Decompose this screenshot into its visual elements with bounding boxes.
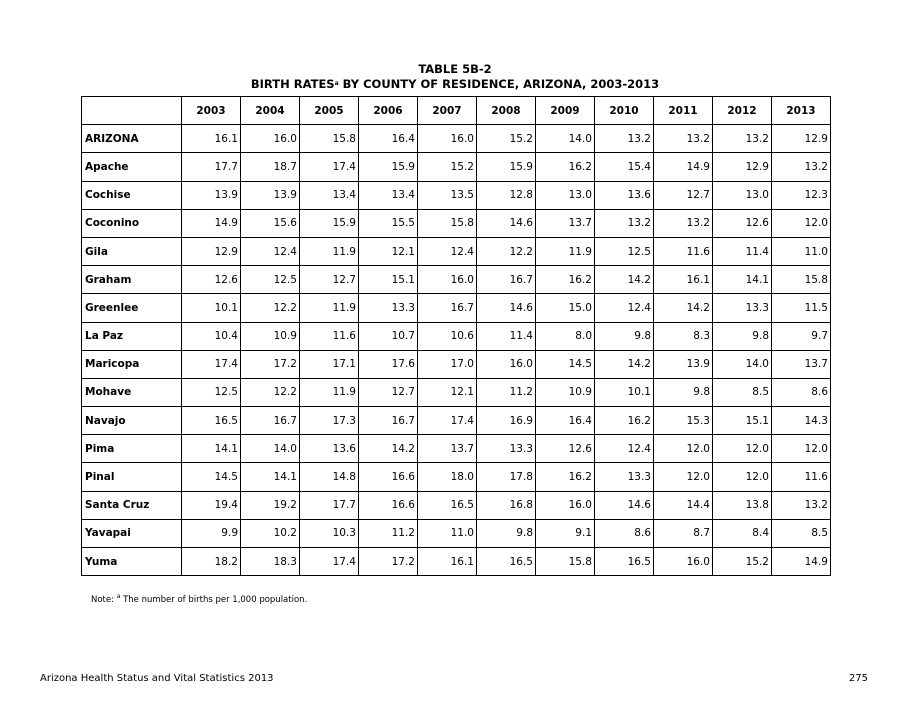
rate-cell: 16.4 — [536, 407, 595, 435]
rate-cell: 14.2 — [595, 350, 654, 378]
rate-cell: 13.0 — [536, 181, 595, 209]
rate-cell: 11.4 — [713, 237, 772, 265]
county-name-cell: Pima — [82, 435, 182, 463]
rate-cell: 13.8 — [713, 491, 772, 519]
rate-cell: 11.2 — [359, 519, 418, 547]
rate-cell: 16.5 — [595, 548, 654, 576]
table-row — [82, 125, 831, 153]
rate-cell: 10.4 — [182, 322, 241, 350]
county-name-cell: Coconino — [82, 209, 182, 237]
rate-cell: 13.2 — [654, 125, 713, 153]
rate-cell: 16.6 — [359, 491, 418, 519]
rate-cell: 17.4 — [300, 548, 359, 576]
rate-cell: 11.6 — [300, 322, 359, 350]
rate-cell: 15.9 — [359, 153, 418, 181]
rate-cell: 14.2 — [595, 266, 654, 294]
year-header-2008: 2008 — [477, 97, 536, 125]
rate-cell: 18.3 — [241, 548, 300, 576]
rate-cell: 16.8 — [477, 491, 536, 519]
rate-cell: 12.5 — [241, 266, 300, 294]
footer-publication-title: Arizona Health Status and Vital Statistics 2013 — [40, 673, 274, 684]
rate-cell: 14.0 — [536, 125, 595, 153]
rate-cell: 15.9 — [477, 153, 536, 181]
rate-cell: 11.6 — [772, 463, 831, 491]
county-name-cell: Greenlee — [82, 294, 182, 322]
rate-cell: 16.5 — [182, 407, 241, 435]
rate-cell: 13.2 — [654, 209, 713, 237]
county-name-cell: Mohave — [82, 378, 182, 406]
rate-cell: 11.6 — [654, 237, 713, 265]
rate-cell: 12.0 — [654, 463, 713, 491]
rate-cell: 8.6 — [595, 519, 654, 547]
rate-cell: 12.1 — [359, 237, 418, 265]
county-name-cell: Gila — [82, 237, 182, 265]
rate-cell: 13.7 — [772, 350, 831, 378]
rate-cell: 10.2 — [241, 519, 300, 547]
rate-cell: 15.6 — [241, 209, 300, 237]
rate-cell: 8.5 — [772, 519, 831, 547]
county-name-cell: Navajo — [82, 407, 182, 435]
rate-cell: 15.2 — [477, 125, 536, 153]
rate-cell: 12.2 — [241, 294, 300, 322]
rate-cell: 12.6 — [536, 435, 595, 463]
year-header-2013: 2013 — [772, 97, 831, 125]
rate-cell: 11.9 — [536, 237, 595, 265]
caption-prefix: BIRTH RATES — [250, 77, 335, 91]
rate-cell: 13.0 — [713, 181, 772, 209]
rate-cell: 13.6 — [595, 181, 654, 209]
rate-cell: 17.7 — [182, 153, 241, 181]
rate-cell: 19.2 — [241, 491, 300, 519]
rate-cell: 14.0 — [241, 435, 300, 463]
rate-cell: 10.9 — [241, 322, 300, 350]
rate-cell: 13.2 — [772, 153, 831, 181]
table-row — [82, 209, 831, 237]
rate-cell: 12.8 — [477, 181, 536, 209]
rate-cell: 14.1 — [182, 435, 241, 463]
rate-cell: 16.5 — [418, 491, 477, 519]
year-header-2009: 2009 — [536, 97, 595, 125]
rate-cell: 17.2 — [241, 350, 300, 378]
rate-cell: 12.6 — [182, 266, 241, 294]
rate-cell: 15.8 — [300, 125, 359, 153]
table-row — [82, 266, 831, 294]
year-header-2011: 2011 — [654, 97, 713, 125]
rate-cell: 12.2 — [477, 237, 536, 265]
rate-cell: 16.0 — [477, 350, 536, 378]
footer-page-number: 275 — [848, 673, 868, 684]
rate-cell: 8.5 — [713, 378, 772, 406]
table-row — [82, 407, 831, 435]
rate-cell: 8.0 — [536, 322, 595, 350]
rate-cell: 13.2 — [595, 209, 654, 237]
rate-cell: 9.8 — [595, 322, 654, 350]
county-name-cell: Maricopa — [82, 350, 182, 378]
rate-cell: 16.0 — [536, 491, 595, 519]
rate-cell: 16.2 — [536, 266, 595, 294]
rate-cell: 14.1 — [241, 463, 300, 491]
rate-cell: 12.3 — [772, 181, 831, 209]
rate-cell: 12.5 — [595, 237, 654, 265]
table-row — [82, 350, 831, 378]
table-row — [82, 237, 831, 265]
rate-cell: 12.0 — [772, 209, 831, 237]
rate-cell: 10.1 — [182, 294, 241, 322]
rate-cell: 9.8 — [477, 519, 536, 547]
rate-cell: 12.0 — [713, 435, 772, 463]
table-row — [82, 294, 831, 322]
rate-cell: 15.2 — [418, 153, 477, 181]
table-title — [0, 62, 910, 92]
rate-cell: 13.3 — [477, 435, 536, 463]
rate-cell: 14.8 — [300, 463, 359, 491]
rate-cell: 12.4 — [595, 435, 654, 463]
rate-cell: 18.7 — [241, 153, 300, 181]
rate-cell: 14.2 — [654, 294, 713, 322]
rate-cell: 9.7 — [772, 322, 831, 350]
rate-cell: 16.2 — [595, 407, 654, 435]
rate-cell: 15.1 — [359, 266, 418, 294]
rate-cell: 17.0 — [418, 350, 477, 378]
year-header-2004: 2004 — [241, 97, 300, 125]
rate-cell: 12.1 — [418, 378, 477, 406]
table-row — [82, 322, 831, 350]
year-header-2010: 2010 — [595, 97, 654, 125]
rate-cell: 16.7 — [241, 407, 300, 435]
rate-cell: 16.0 — [418, 266, 477, 294]
rate-cell: 13.5 — [418, 181, 477, 209]
rate-cell: 13.2 — [595, 125, 654, 153]
table-row — [82, 378, 831, 406]
year-header-2005: 2005 — [300, 97, 359, 125]
county-name-cell: Graham — [82, 266, 182, 294]
rate-cell: 11.9 — [300, 237, 359, 265]
rate-cell: 8.7 — [654, 519, 713, 547]
county-name-cell: ARIZONA — [82, 125, 182, 153]
rate-cell: 16.1 — [418, 548, 477, 576]
rate-cell: 9.1 — [536, 519, 595, 547]
rate-cell: 16.1 — [654, 266, 713, 294]
rate-cell: 12.4 — [241, 237, 300, 265]
rate-cell: 19.4 — [182, 491, 241, 519]
rate-cell: 13.9 — [182, 181, 241, 209]
rate-cell: 16.7 — [418, 294, 477, 322]
rate-cell: 10.7 — [359, 322, 418, 350]
rate-cell: 10.6 — [418, 322, 477, 350]
rate-cell: 9.8 — [713, 322, 772, 350]
rate-cell: 15.1 — [713, 407, 772, 435]
rate-cell: 12.2 — [241, 378, 300, 406]
year-header-2007: 2007 — [418, 97, 477, 125]
rate-cell: 16.4 — [359, 125, 418, 153]
county-name-cell: Pinal — [82, 463, 182, 491]
table-body — [82, 125, 831, 576]
rate-cell: 8.6 — [772, 378, 831, 406]
rate-cell: 16.0 — [654, 548, 713, 576]
year-header-2012: 2012 — [713, 97, 772, 125]
footnote — [91, 593, 307, 605]
rate-cell: 13.7 — [536, 209, 595, 237]
rate-cell: 11.4 — [477, 322, 536, 350]
rate-cell: 14.9 — [182, 209, 241, 237]
rate-cell: 16.6 — [359, 463, 418, 491]
table-row — [82, 153, 831, 181]
rate-cell: 9.9 — [182, 519, 241, 547]
rate-cell: 8.4 — [713, 519, 772, 547]
rate-cell: 12.4 — [595, 294, 654, 322]
rate-cell: 16.7 — [477, 266, 536, 294]
rate-cell: 14.5 — [182, 463, 241, 491]
rate-cell: 15.8 — [772, 266, 831, 294]
rate-cell: 13.4 — [359, 181, 418, 209]
rate-cell: 14.9 — [772, 548, 831, 576]
rate-cell: 17.7 — [300, 491, 359, 519]
rate-cell: 17.6 — [359, 350, 418, 378]
footnote-marker: a — [116, 593, 121, 600]
county-name-cell: Cochise — [82, 181, 182, 209]
rate-cell: 15.3 — [654, 407, 713, 435]
rate-cell: 13.9 — [241, 181, 300, 209]
rate-cell: 18.2 — [182, 548, 241, 576]
rate-cell: 12.7 — [359, 378, 418, 406]
rate-cell: 16.0 — [241, 125, 300, 153]
rate-cell: 15.8 — [418, 209, 477, 237]
rate-cell: 17.4 — [418, 407, 477, 435]
caption-suffix: BY COUNTY OF RESIDENCE, ARIZONA, 2003-2013 — [338, 77, 660, 91]
rate-cell: 17.4 — [182, 350, 241, 378]
rate-cell: 11.0 — [772, 237, 831, 265]
rate-cell: 16.1 — [182, 125, 241, 153]
rate-cell: 12.5 — [182, 378, 241, 406]
rate-cell: 14.1 — [713, 266, 772, 294]
table-row — [82, 491, 831, 519]
rate-cell: 14.6 — [477, 294, 536, 322]
year-header-2006: 2006 — [359, 97, 418, 125]
rate-cell: 14.2 — [359, 435, 418, 463]
rate-cell: 16.2 — [536, 153, 595, 181]
table-row — [82, 435, 831, 463]
rate-cell: 13.9 — [654, 350, 713, 378]
footnote-text: The number of births per 1,000 population. — [120, 594, 308, 605]
rate-cell: 8.3 — [654, 322, 713, 350]
rate-cell: 13.4 — [300, 181, 359, 209]
rate-cell: 9.8 — [654, 378, 713, 406]
rate-cell: 12.6 — [713, 209, 772, 237]
rate-cell: 16.9 — [477, 407, 536, 435]
rate-cell: 13.3 — [359, 294, 418, 322]
table-caption — [0, 77, 910, 92]
rate-cell: 17.1 — [300, 350, 359, 378]
rate-cell: 12.9 — [182, 237, 241, 265]
year-header-2003: 2003 — [182, 97, 241, 125]
rate-cell: 17.3 — [300, 407, 359, 435]
county-name-cell: La Paz — [82, 322, 182, 350]
rate-cell: 17.2 — [359, 548, 418, 576]
rate-cell: 14.0 — [713, 350, 772, 378]
rate-cell: 11.9 — [300, 378, 359, 406]
rate-cell: 17.4 — [300, 153, 359, 181]
rate-cell: 18.0 — [418, 463, 477, 491]
rate-cell: 12.0 — [713, 463, 772, 491]
rate-cell: 15.5 — [359, 209, 418, 237]
county-name-cell: Yavapai — [82, 519, 182, 547]
table-row — [82, 548, 831, 576]
rate-cell: 15.9 — [300, 209, 359, 237]
rate-cell: 12.0 — [772, 435, 831, 463]
rate-cell: 16.5 — [477, 548, 536, 576]
table-header-row — [82, 97, 831, 125]
rate-cell: 12.7 — [654, 181, 713, 209]
rate-cell: 14.5 — [536, 350, 595, 378]
rate-cell: 13.3 — [713, 294, 772, 322]
rate-cell: 10.9 — [536, 378, 595, 406]
rate-cell: 13.2 — [713, 125, 772, 153]
rate-cell: 16.0 — [418, 125, 477, 153]
rate-cell: 10.1 — [595, 378, 654, 406]
rate-cell: 13.7 — [418, 435, 477, 463]
rate-cell: 15.4 — [595, 153, 654, 181]
rate-cell: 11.5 — [772, 294, 831, 322]
rate-cell: 12.4 — [418, 237, 477, 265]
rate-cell: 13.3 — [595, 463, 654, 491]
rate-cell: 13.6 — [300, 435, 359, 463]
county-name-cell: Santa Cruz — [82, 491, 182, 519]
footnote-prefix: Note: — [91, 594, 117, 605]
rate-cell: 11.0 — [418, 519, 477, 547]
rate-cell: 14.4 — [654, 491, 713, 519]
county-name-cell: Apache — [82, 153, 182, 181]
rate-cell: 15.0 — [536, 294, 595, 322]
corner-header-cell — [82, 97, 182, 125]
table-row — [82, 463, 831, 491]
rate-cell: 14.6 — [477, 209, 536, 237]
rate-cell: 14.9 — [654, 153, 713, 181]
rate-cell: 17.8 — [477, 463, 536, 491]
rate-cell: 10.3 — [300, 519, 359, 547]
rate-cell: 15.8 — [536, 548, 595, 576]
rate-cell: 15.2 — [713, 548, 772, 576]
county-name-cell: Yuma — [82, 548, 182, 576]
rate-cell: 14.6 — [595, 491, 654, 519]
rate-cell: 14.3 — [772, 407, 831, 435]
rate-cell: 12.7 — [300, 266, 359, 294]
table-row — [82, 181, 831, 209]
rate-cell: 12.9 — [713, 153, 772, 181]
rate-cell: 12.9 — [772, 125, 831, 153]
table-row — [82, 519, 831, 547]
rate-cell: 13.2 — [772, 491, 831, 519]
birth-rates-table — [81, 96, 831, 576]
caption-footnote-marker: a — [334, 80, 339, 87]
rate-cell: 11.9 — [300, 294, 359, 322]
rate-cell: 16.2 — [536, 463, 595, 491]
rate-cell: 16.7 — [359, 407, 418, 435]
rate-cell: 12.0 — [654, 435, 713, 463]
rate-cell: 11.2 — [477, 378, 536, 406]
table-number: TABLE 5B-2 — [418, 62, 492, 76]
